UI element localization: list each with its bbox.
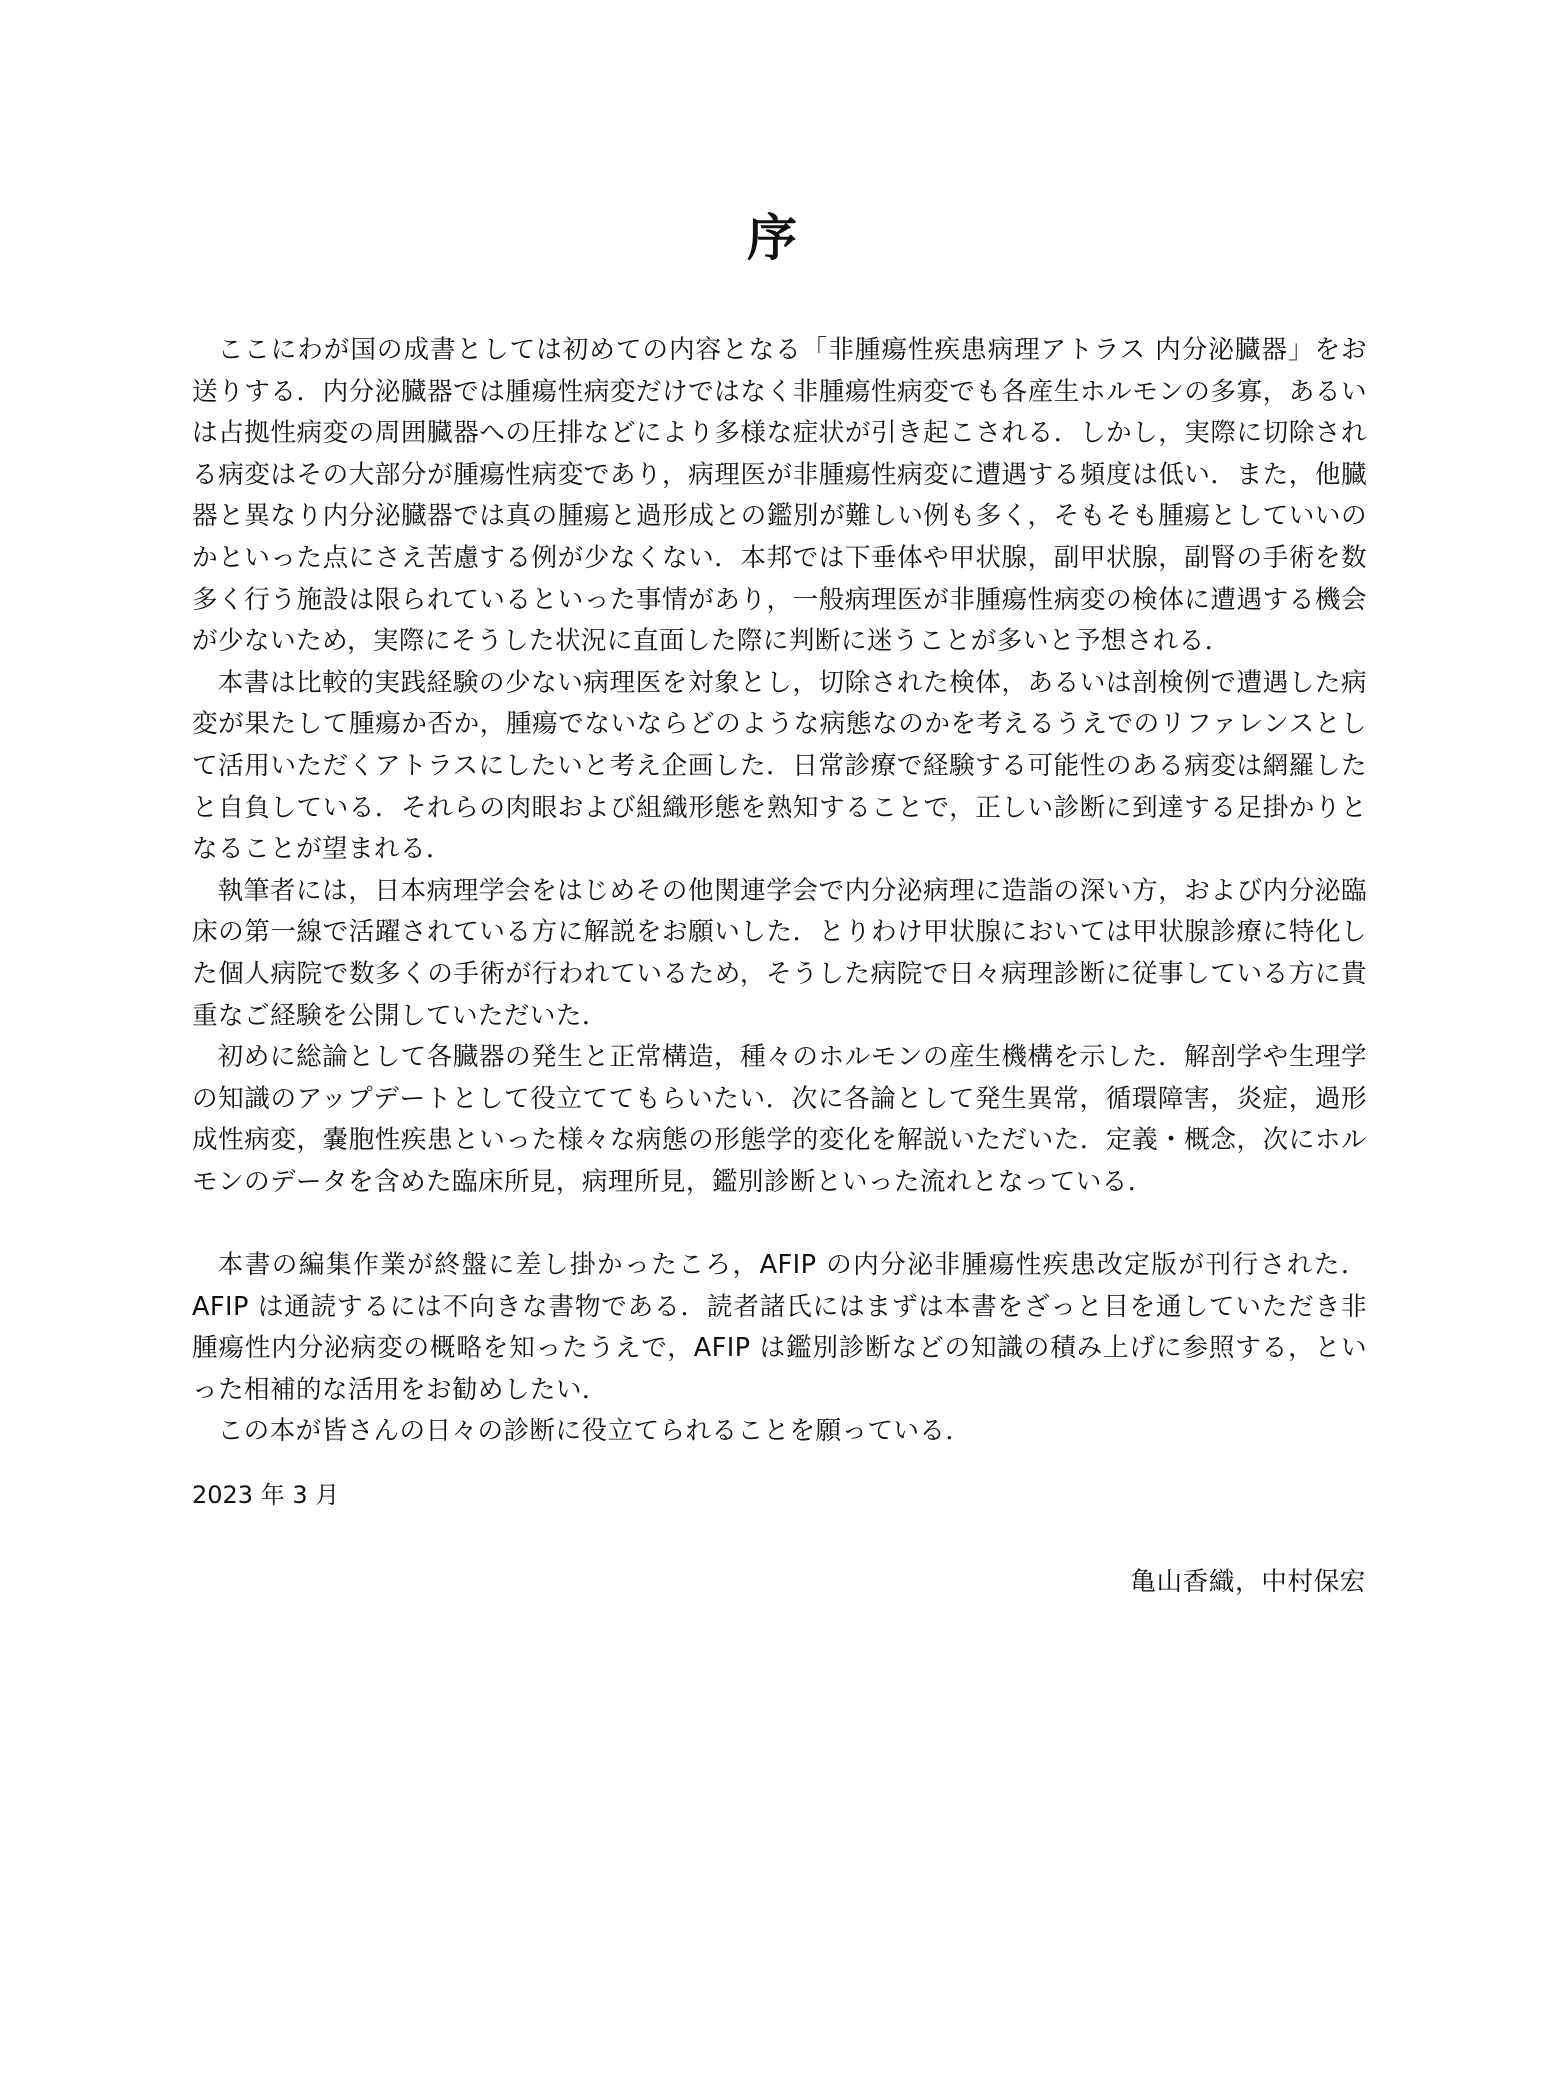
paragraph-gap <box>192 1203 1367 1245</box>
paragraph-afip: 本書の編集作業が終盤に差し掛かったころ，AFIP の内分泌非腫瘍性疾患改定版が刊行された．AFIP は通読するには不向きな書物である．読者諸氏にはまずは本書をざっと目を通していただき非腫瘍性内分泌病変の概略を知ったうえで，AFIP は鑑別診断などの知識の積み上げに参照する，といった相補的な活用をお勧めしたい． <box>192 1250 1367 1405</box>
paragraph-closing: この本が皆さんの日々の診断に役立てられることを願っている． <box>217 1416 972 1447</box>
paragraph-structure: 初めに総論として各臓器の発生と正常構造，種々のホルモンの産生機構を示した．解剖学や生理学の知識のアップデートとして役立ててもらいたい．次に各論として発生異常，循環障害，炎症，過形成性病変，嚢胞性疾患といった様々な病態の形態学的変化を解説いただいた．定義・概念，次にホルモンのデータを含めた臨床所見，病理所見，鑑別診断といった流れとなっている． <box>192 1042 1367 1197</box>
paragraph-intro: ここにわが国の成書としては初めての内容となる「非腫瘍性疾患病理アトラス 内分泌臓器」をお送りする．内分泌臓器では腫瘍性病変だけではなく非腫瘍性病変でも各産生ホルモンの多寡，あるいは占拠性病変の周囲臓器への圧排などにより多様な症状が引き起こされる．しかし，実際に切除される病変はその大部分が腫瘍性病変であり，病理医が非腫瘍性病変に遭遇する頻度は低い．また，他臓器と異なり内分泌臓器では真の腫瘍と過形成との鑑別が難しい例も多く，そもそも腫瘍としていいのかといった点にさえ苦慮する例が少なくない．本邦では下垂体や甲状腺，副甲状腺，副腎の手術を数多く行う施設は限られているといった事情があり，一般病理医が非腫瘍性病変の検体に遭遇する機会が少ないため，実際にそうした状況に直面した際に判断に迷うことが多いと予想される． <box>192 335 1367 657</box>
preface-date: 2023 年 3 月 <box>192 1481 340 1509</box>
preface-body <box>192 330 1367 1453</box>
paragraph-purpose: 本書は比較的実践経験の少ない病理医を対象とし，切除された検体，あるいは剖検例で遭遇した病変が果たして腫瘍か否か，腫瘍でないならどのような病態なのかを考えるうえでのリファレンスとして活用いただくアトラスにしたいと考え企画した．日常診療で経験する可能性のある病変は網羅したと自負している．それらの肉眼および組織形態を熟知することで，正しい診断に到達する足掛かりとなることが望まれる． <box>192 667 1367 865</box>
preface-authors: 亀山香織，中村保宏 <box>1130 1567 1366 1597</box>
page-title: 序 <box>747 209 797 267</box>
paragraph-authors: 執筆者には，日本病理学会をはじめその他関連学会で内分泌病理に造詣の深い方，および内分泌臨床の第一線で活躍されている方に解説をお願いした．とりわけ甲状腺においては甲状腺診療に特化した個人病院で数多くの手術が行われているため，そうした病院で日々病理診断に従事している方に貴重なご経験を公開していただいた． <box>192 875 1367 1031</box>
